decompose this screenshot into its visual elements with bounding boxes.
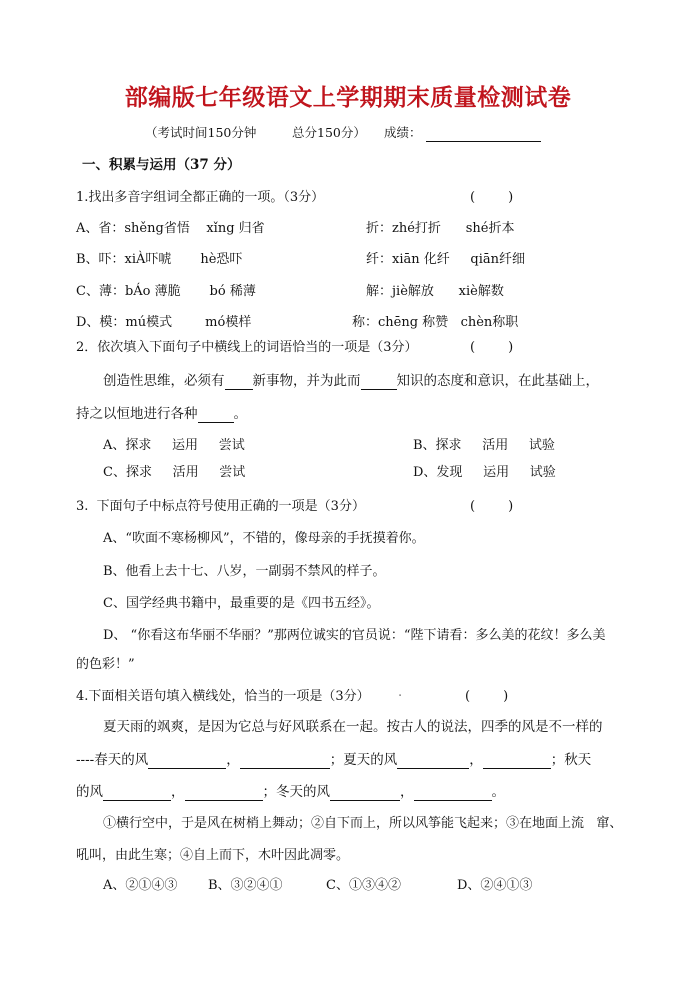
- q1-option-a-left: A、省：shěng省悟 xǐng 归省: [76, 221, 265, 236]
- q1-option-b-left: B、吓：xiÀ吓唬 hè恐吓: [76, 252, 243, 267]
- q4-sentences-line2: 吼叫，由此生寒；④自上而下，木叶因此凋零。: [76, 848, 350, 863]
- q3-option-d-line2: 的色彩！”: [76, 657, 135, 672]
- q1-stem: 1.找出多音字组词全都正确的一项。（3分）: [76, 190, 325, 205]
- page-title: 部编版七年级语文上学期期末质量检测试卷: [124, 84, 572, 111]
- exam-total: 总分150分）: [292, 125, 366, 140]
- q2-stem: 2．依次填入下面句子中横线上的词语恰当的一项是（3分）: [76, 340, 418, 355]
- q3-option-c: C、国学经典书籍中，最重要的是《四书五经》。: [103, 596, 380, 611]
- q2-passage-line1: 创造性思维，必须有 新事物，并为此而 知识的态度和意识，在此基础上，: [103, 373, 599, 389]
- q2-option-c: C、探求 活用 尝试: [103, 465, 246, 480]
- q4-option-b: B、③②④①: [208, 878, 283, 893]
- q1-answer-paren[interactable]: ( ): [470, 190, 514, 205]
- q3-stem: 3. 下面句子中标点符号使用正确的一项是（3分）: [76, 499, 365, 514]
- q2-passage-line2: 持之以恒地进行各种 。: [76, 406, 247, 422]
- section-heading: 一、积累与运用（37 分）: [82, 157, 241, 173]
- q2-option-a: A、探求 运用 尝试: [103, 438, 245, 453]
- stray-dot: .: [398, 685, 403, 700]
- q2-answer-paren[interactable]: ( ): [470, 340, 514, 355]
- q4-passage-line1: 夏天雨的飒爽，是因为它总与好风联系在一起。按古人的说法，四季的风是不一样的: [103, 719, 603, 735]
- q3-option-b: B、他看上去十七、八岁，一副弱不禁风的样子。: [103, 564, 386, 579]
- q2-option-b: B、探求 活用 试验: [413, 438, 555, 453]
- score-label: 成绩：: [384, 125, 422, 140]
- q4-option-a: A、②①④③: [103, 878, 178, 893]
- q4-passage-line3: 的风 ， ；冬天的风 ， 。: [76, 784, 505, 800]
- q4-option-d: D、②④①③: [457, 878, 533, 893]
- q4-passage-line2: ----春天的风 ， ；夏天的风 ， ；秋天: [76, 752, 592, 768]
- q4-option-c: C、①③④②: [326, 878, 401, 893]
- q3-option-a: A、“吹面不寒杨柳风”，不错的，像母亲的手抚摸着你。: [103, 531, 425, 546]
- q1-option-b-right: 纤：xiān 化纤 qiān纤细: [366, 252, 526, 267]
- score-blank[interactable]: [426, 124, 541, 142]
- q4-answer-paren[interactable]: ( ): [465, 689, 509, 704]
- q1-option-d-right: 称：chēng 称赞 chèn称职: [352, 315, 519, 330]
- q1-option-c-right: 解：jiè解放 xiè解数: [366, 284, 504, 299]
- q1-option-d-left: D、模：mú模式 mó模样: [76, 315, 252, 330]
- q4-sentences-line1: ①横行空中，于是风在树梢上舞动；②自下而上，所以风筝能飞起来；③在地面上流 窜、: [103, 816, 623, 831]
- q1-option-a-right: 折：zhé打折 shé折本: [366, 221, 515, 236]
- q1-option-c-left: C、薄：bÁo 薄脆 bó 稀薄: [76, 284, 256, 299]
- exam-time: （考试时间150分钟: [145, 125, 257, 140]
- q3-option-d-line1: D、 “你看这布华丽不华丽？”那两位诚实的官员说：“陛下请看：多么美的花纹！多么美: [103, 628, 606, 643]
- q2-option-d: D、发现 运用 试验: [413, 465, 556, 480]
- q3-answer-paren[interactable]: ( ): [470, 499, 514, 514]
- q4-stem: 4.下面相关语句填入横线处，恰当的一项是（3分）: [76, 689, 370, 704]
